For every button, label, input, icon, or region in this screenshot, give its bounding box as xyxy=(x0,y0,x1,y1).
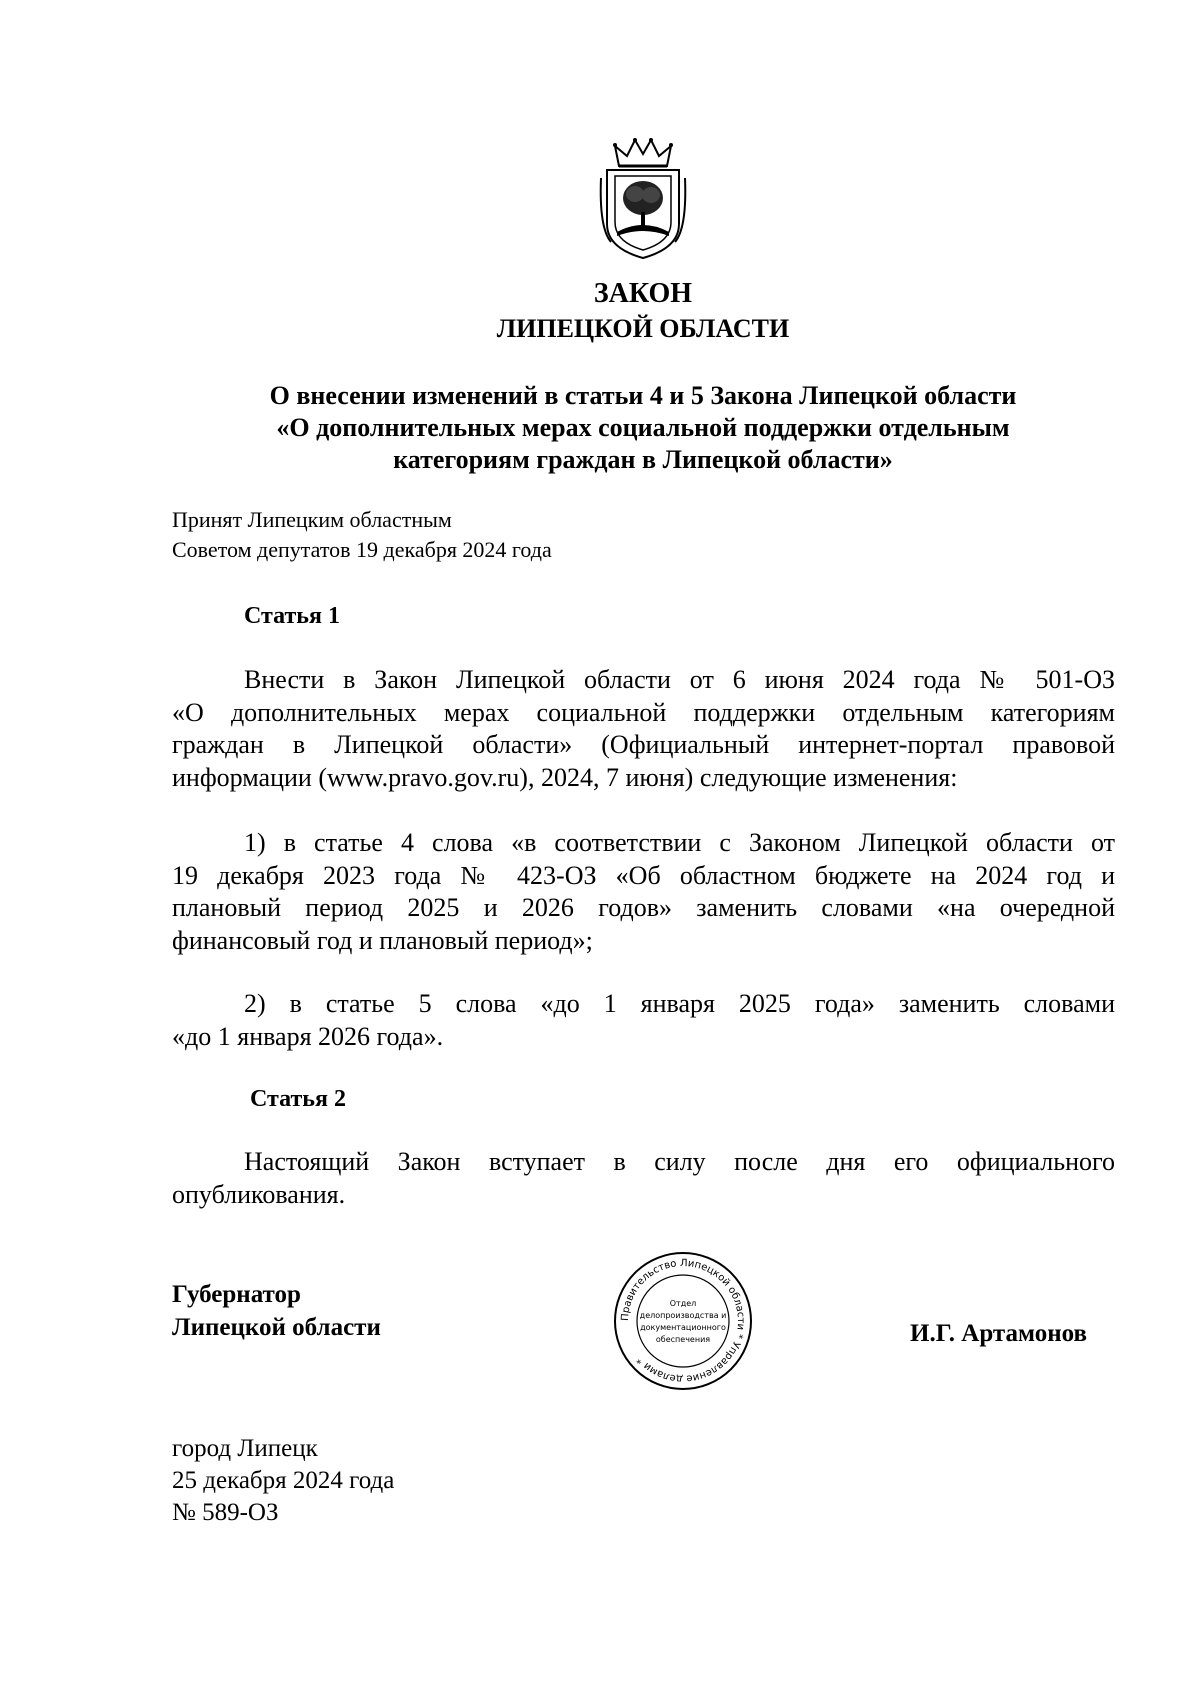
article-1-intro xyxy=(172,664,1115,794)
paragraph-line: «до 1 января 2026 года». xyxy=(172,1021,444,1051)
official-seal xyxy=(612,1250,754,1392)
document-subtitle: ЛИПЕЦКОЙ ОБЛАСТИ xyxy=(496,314,790,343)
paragraph-line: 19 декабря 2023 года № 423-ОЗ «Об областном бюджете на 2024 год и xyxy=(172,860,1115,890)
seal-ring-text: Правительство Липецкой области * Управление делами * xyxy=(619,1257,747,1385)
paragraph-line: 2) в статье 5 слова «до 1 января 2025 года» заменить словами xyxy=(244,989,1115,1018)
seal-center-line: Отдел xyxy=(669,1299,697,1308)
signatory-position xyxy=(172,1278,381,1344)
paragraph-line: Внести в Закон Липецкой области от 6 июня 2024 года № 501-ОЗ xyxy=(244,665,1115,694)
paragraph-line: «О дополнительных мерах социальной поддержки отдельным категориям xyxy=(172,697,1115,727)
paragraph-line: финансовый год и плановый период»; xyxy=(172,925,593,955)
seal-center-line: делопроизводства и xyxy=(639,1311,727,1320)
law-name xyxy=(0,380,1200,476)
signatory-position-line: Липецкой области xyxy=(172,1314,381,1341)
document-title: ЗАКОН xyxy=(593,278,693,309)
signatory-name: И.Г. Артамонов xyxy=(910,1320,1087,1347)
adoption-note xyxy=(172,505,552,565)
footer-city: город Липецк xyxy=(172,1435,318,1462)
signatory-position-line: Губернатор xyxy=(172,1281,301,1308)
coat-of-arms-emblem xyxy=(597,138,689,260)
law-name-line: О внесении изменений в статьи 4 и 5 Закона Липецкой области xyxy=(269,381,1017,410)
law-name-line: категориям граждан в Липецкой области» xyxy=(393,445,893,474)
article-1-item-1 xyxy=(172,827,1115,957)
article-2-text xyxy=(172,1146,1115,1211)
paragraph-line: 1) в статье 4 слова «в соответствии с Законом Липецкой области от xyxy=(244,828,1115,857)
footer-number: № 589-ОЗ xyxy=(172,1499,279,1526)
paragraph-line: опубликования. xyxy=(172,1179,346,1209)
law-name-line: «О дополнительных мерах социальной поддержки отдельным xyxy=(276,413,1010,442)
paragraph-line: информации (www.pravo.gov.ru), 2024, 7 июня) следующие изменения: xyxy=(172,762,958,792)
seal-center-line: обеспечения xyxy=(655,1335,711,1344)
article-1-heading: Статья 1 xyxy=(244,603,340,629)
paragraph-line: граждан в Липецкой области» (Официальный интернет-портал правовой xyxy=(172,730,1115,759)
paragraph-line: плановый период 2025 и 2026 годов» заменить словами «на очередной xyxy=(172,893,1115,922)
article-1-item-2 xyxy=(172,988,1115,1053)
document-footer xyxy=(172,1433,394,1529)
adoption-note-line: Советом депутатов 19 декабря 2024 года xyxy=(172,537,552,562)
paragraph-line: Настоящий Закон вступает в силу после дня его официального xyxy=(244,1147,1115,1176)
article-2-heading: Статья 2 xyxy=(250,1086,346,1112)
adoption-note-line: Принят Липецким областным xyxy=(172,507,452,532)
seal-center-line: документационного xyxy=(640,1323,726,1332)
footer-date: 25 декабря 2024 года xyxy=(172,1467,395,1494)
